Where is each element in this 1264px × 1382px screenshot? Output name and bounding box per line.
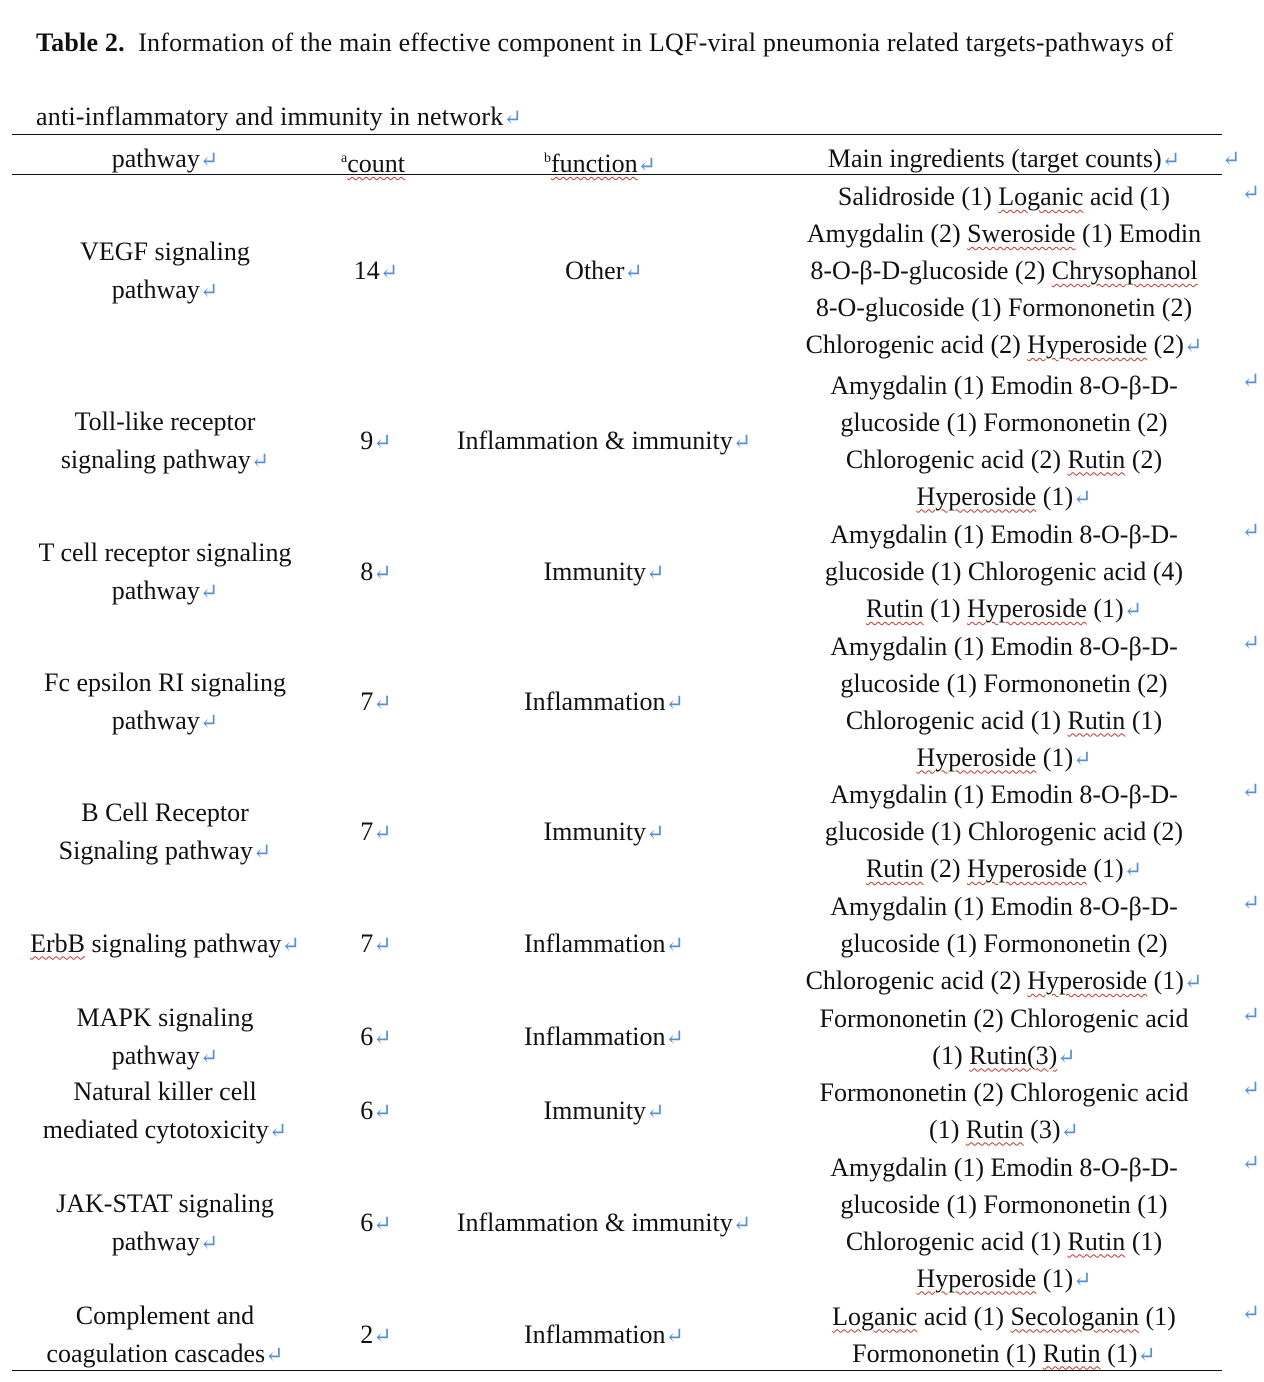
pathway-cell bbox=[12, 1074, 318, 1148]
function-cell bbox=[424, 888, 784, 1000]
paragraph-mark-icon: ↵ bbox=[373, 559, 392, 585]
table-top-rule bbox=[12, 134, 1222, 135]
function-line: Other↵ bbox=[565, 255, 643, 285]
paragraph-mark-icon: ↵ bbox=[199, 708, 219, 734]
header-count-footnote-marker: a bbox=[341, 151, 348, 166]
ingredients-line: Loganic acid (1) Secologanin (1) bbox=[832, 1301, 1176, 1331]
pathway-line: Toll-like receptor bbox=[74, 406, 256, 436]
ingredients-line: Chlorogenic acid (2) Hyperoside (1)↵ bbox=[805, 966, 1203, 995]
header-ingredients bbox=[774, 142, 1234, 176]
ingredients-line: (1) Rutin(3)↵ bbox=[932, 1040, 1076, 1070]
table-row bbox=[12, 516, 1262, 628]
table-bottom-rule bbox=[12, 1370, 1222, 1371]
count-line: 9↵ bbox=[360, 425, 392, 455]
count-cell bbox=[328, 516, 424, 628]
function-cell bbox=[424, 1074, 784, 1148]
ingredients-line: glucoside (1) Formononetin (2) bbox=[840, 668, 1168, 698]
count-line: 8↵ bbox=[360, 556, 392, 586]
pathway-line: Fc epsilon RI signaling bbox=[44, 667, 286, 697]
pathway-line: pathway↵ bbox=[111, 1226, 219, 1256]
pathway-line: Signaling pathway↵ bbox=[58, 835, 272, 865]
paragraph-mark-icon: ↵ bbox=[646, 1098, 665, 1124]
row-end-mark-icon: ↵ bbox=[1241, 1076, 1260, 1101]
function-line: Inflammation↵ bbox=[524, 1319, 684, 1349]
function-cell bbox=[424, 516, 784, 628]
count-line: 7↵ bbox=[360, 928, 392, 958]
paragraph-mark-icon: ↵ bbox=[373, 689, 392, 715]
function-cell bbox=[424, 178, 784, 364]
count-line: 2↵ bbox=[360, 1319, 392, 1349]
ingredients-line: Chlorogenic acid (2) Hyperoside (2)↵ bbox=[805, 330, 1203, 359]
function-cell bbox=[424, 628, 784, 776]
paragraph-mark-icon: ↵ bbox=[503, 105, 523, 130]
pathway-line: pathway↵ bbox=[111, 1040, 219, 1070]
pathway-line: Complement and bbox=[75, 1300, 255, 1330]
table-caption bbox=[36, 6, 1226, 155]
paragraph-mark-icon: ↵ bbox=[1161, 147, 1181, 172]
ingredients-line: Amygdalin (1) Emodin 8-O-β-D- bbox=[830, 631, 1178, 661]
ingredients-line: Rutin (1) Hyperoside (1)↵ bbox=[865, 594, 1143, 623]
pathway-cell bbox=[12, 888, 318, 1000]
paragraph-mark-icon: ↵ bbox=[373, 1098, 392, 1124]
paragraph-mark-icon: ↵ bbox=[373, 1210, 392, 1236]
paragraph-mark-icon: ↵ bbox=[732, 428, 752, 454]
paragraph-mark-icon: ↵ bbox=[1073, 745, 1092, 771]
count-cell bbox=[328, 1148, 424, 1298]
ingredients-line: Hyperoside (1)↵ bbox=[916, 742, 1092, 772]
paragraph-mark-icon: ↵ bbox=[199, 1229, 219, 1255]
paragraph-mark-icon: ↵ bbox=[373, 428, 392, 454]
function-line: Immunity↵ bbox=[543, 1095, 665, 1125]
paragraph-mark-icon: ↵ bbox=[268, 1117, 288, 1143]
ingredients-line: Salidroside (1) Loganic acid (1) bbox=[837, 182, 1171, 211]
count-line: 6↵ bbox=[360, 1207, 392, 1237]
paragraph-mark-icon: ↵ bbox=[732, 1210, 752, 1236]
table-row bbox=[12, 776, 1262, 888]
paragraph-mark-icon: ↵ bbox=[624, 258, 643, 284]
paragraph-mark-icon: ↵ bbox=[665, 1024, 684, 1050]
paragraph-mark-icon: ↵ bbox=[373, 1322, 392, 1348]
paragraph-mark-icon: ↵ bbox=[1123, 857, 1143, 882]
pathway-line: pathway↵ bbox=[111, 274, 219, 304]
function-cell bbox=[424, 1148, 784, 1298]
paragraph-mark-icon: ↵ bbox=[250, 447, 270, 473]
paragraph-mark-icon: ↵ bbox=[646, 559, 665, 585]
count-cell bbox=[328, 628, 424, 776]
pathway-line: mediated cytotoxicity↵ bbox=[42, 1114, 288, 1144]
paragraph-mark-icon: ↵ bbox=[379, 258, 399, 284]
count-line: 14↵ bbox=[353, 255, 399, 285]
ingredients-line: (1) Rutin (3)↵ bbox=[929, 1114, 1079, 1144]
count-line: 6↵ bbox=[360, 1095, 392, 1125]
paragraph-mark-icon: ↵ bbox=[1073, 1266, 1092, 1292]
table-row bbox=[12, 366, 1262, 516]
row-end-mark-icon: ↵ bbox=[1241, 630, 1260, 655]
header-ingredients-label: Main ingredients (target counts) bbox=[827, 144, 1162, 173]
function-cell bbox=[424, 366, 784, 516]
function-line: Inflammation↵ bbox=[524, 1021, 684, 1051]
pathway-line: pathway↵ bbox=[111, 705, 219, 735]
pathway-line: signaling pathway↵ bbox=[60, 444, 270, 474]
ingredients-cell bbox=[774, 366, 1234, 516]
row-end-mark-icon: ↵ bbox=[1241, 1002, 1260, 1027]
header-count bbox=[318, 142, 428, 176]
header-pathway-label: pathway bbox=[111, 144, 200, 173]
row-end-mark-icon: ↵ bbox=[1241, 518, 1260, 543]
count-line: 6↵ bbox=[360, 1021, 392, 1051]
paragraph-mark-icon: ↵ bbox=[281, 931, 300, 957]
pathway-line: T cell receptor signaling bbox=[38, 537, 292, 567]
ingredients-line: Chlorogenic acid (2) Rutin (2) bbox=[845, 444, 1163, 474]
count-cell bbox=[328, 1074, 424, 1148]
ingredients-cell bbox=[774, 628, 1234, 776]
ingredients-line: Formononetin (2) Chlorogenic acid bbox=[819, 1003, 1189, 1033]
table-row bbox=[12, 628, 1262, 776]
header-count-label: count bbox=[347, 149, 405, 178]
ingredients-line: glucoside (1) Chlorogenic acid (2) bbox=[824, 817, 1184, 846]
paragraph-mark-icon: ↵ bbox=[1183, 333, 1203, 358]
table-row bbox=[12, 178, 1262, 364]
paragraph-mark-icon: ↵ bbox=[1183, 969, 1203, 994]
ingredients-line: Rutin (2) Hyperoside (1)↵ bbox=[865, 854, 1143, 883]
ingredients-line: Amygdalin (1) Emodin 8-O-β-D- bbox=[830, 1152, 1178, 1182]
paragraph-mark-icon: ↵ bbox=[1123, 597, 1143, 622]
ingredients-cell bbox=[774, 1000, 1234, 1074]
paragraph-mark-icon: ↵ bbox=[1073, 484, 1092, 510]
paragraph-mark-icon: ↵ bbox=[199, 1043, 219, 1069]
function-cell bbox=[424, 776, 784, 888]
paragraph-mark-icon: ↵ bbox=[1060, 1117, 1079, 1143]
pathway-cell bbox=[12, 1298, 318, 1372]
row-end-mark-icon: ↵ bbox=[1241, 778, 1260, 803]
pathway-cell bbox=[12, 178, 318, 364]
pathway-cell bbox=[12, 1148, 318, 1298]
paragraph-mark-icon: ↵ bbox=[665, 1322, 684, 1348]
table-row bbox=[12, 888, 1262, 1000]
paragraph-mark-icon: ↵ bbox=[265, 1341, 284, 1367]
header-function bbox=[420, 142, 780, 176]
ingredients-cell bbox=[774, 516, 1234, 628]
paragraph-mark-icon: ↵ bbox=[1057, 1043, 1076, 1069]
pathway-line: JAK-STAT signaling bbox=[56, 1188, 274, 1218]
function-line: Immunity↵ bbox=[543, 816, 665, 846]
table-row bbox=[12, 1074, 1262, 1148]
ingredients-line: Formononetin (2) Chlorogenic acid bbox=[819, 1077, 1189, 1107]
ingredients-line: Chlorogenic acid (1) Rutin (1) bbox=[845, 705, 1163, 735]
count-cell bbox=[328, 776, 424, 888]
function-line: Inflammation↵ bbox=[524, 928, 684, 958]
ingredients-line: Chlorogenic acid (1) Rutin (1) bbox=[845, 1226, 1163, 1256]
function-line: Inflammation & immunity↵ bbox=[456, 425, 752, 455]
pathway-line: Natural killer cell bbox=[73, 1076, 257, 1106]
paragraph-mark-icon: ↵ bbox=[373, 819, 392, 845]
ingredients-cell bbox=[774, 888, 1234, 1000]
header-function-label: function bbox=[550, 149, 638, 178]
ingredients-cell bbox=[774, 178, 1234, 364]
pathway-cell bbox=[12, 628, 318, 776]
function-cell bbox=[424, 1298, 784, 1372]
count-cell bbox=[328, 1298, 424, 1372]
paragraph-mark-icon: ↵ bbox=[665, 689, 684, 715]
paragraph-mark-icon: ↵ bbox=[252, 838, 272, 864]
paragraph-mark-icon: ↵ bbox=[646, 819, 665, 845]
paragraph-mark-icon: ↵ bbox=[199, 277, 219, 303]
header-function-footnote-marker: b bbox=[543, 151, 551, 166]
function-cell bbox=[424, 1000, 784, 1074]
ingredients-cell bbox=[774, 776, 1234, 888]
paragraph-mark-icon: ↵ bbox=[1137, 1341, 1156, 1367]
pathway-cell bbox=[12, 366, 318, 516]
ingredients-line: 8-O-glucoside (1) Formononetin (2) bbox=[815, 293, 1193, 322]
paragraph-mark-icon: ↵ bbox=[637, 152, 657, 177]
function-line: Inflammation↵ bbox=[524, 686, 684, 716]
ingredients-line: glucoside (1) Formononetin (2) bbox=[840, 929, 1168, 958]
function-line: Immunity↵ bbox=[543, 556, 665, 586]
row-end-mark-icon: ↵ bbox=[1222, 146, 1241, 171]
row-end-mark-icon: ↵ bbox=[1241, 368, 1260, 393]
ingredients-line: glucoside (1) Formononetin (2) bbox=[840, 407, 1168, 437]
ingredients-line: Amygdalin (1) Emodin 8-O-β-D- bbox=[830, 892, 1178, 921]
pathway-line: coagulation cascades↵ bbox=[46, 1338, 284, 1368]
ingredients-line: Amygdalin (2) Sweroside (1) Emodin bbox=[806, 219, 1202, 248]
ingredients-line: glucoside (1) Chlorogenic acid (4) bbox=[824, 557, 1184, 586]
pathway-line: pathway↵ bbox=[111, 575, 219, 605]
table-caption-text: Information of the main effective component in LQF-viral pneumonia related targets-pathways of anti-inflammatory and immunity in network bbox=[36, 28, 1174, 131]
ingredients-line: Amygdalin (1) Emodin 8-O-β-D- bbox=[830, 370, 1178, 400]
pathway-cell bbox=[12, 516, 318, 628]
count-line: 7↵ bbox=[360, 686, 392, 716]
table-row bbox=[12, 1000, 1262, 1074]
ingredients-line: Formononetin (1) Rutin (1)↵ bbox=[852, 1338, 1156, 1368]
paragraph-mark-icon: ↵ bbox=[373, 1024, 392, 1050]
ingredients-line: 8-O-β-D-glucoside (2) Chrysophanol bbox=[810, 256, 1198, 285]
paragraph-mark-icon: ↵ bbox=[199, 147, 219, 172]
count-cell bbox=[328, 178, 424, 364]
table-label: Table 2 bbox=[36, 28, 119, 57]
function-line: Inflammation & immunity↵ bbox=[456, 1207, 752, 1237]
pathway-line: VEGF signaling bbox=[80, 236, 250, 266]
table-label-separator: . bbox=[118, 28, 125, 57]
pathway-cell bbox=[12, 1000, 318, 1074]
table-row bbox=[12, 1148, 1262, 1298]
paragraph-mark-icon: ↵ bbox=[665, 931, 684, 957]
ingredients-line: Amygdalin (1) Emodin 8-O-β-D- bbox=[830, 780, 1178, 809]
ingredients-line: Hyperoside (1)↵ bbox=[916, 481, 1092, 511]
row-end-mark-icon: ↵ bbox=[1241, 1300, 1260, 1325]
ingredients-line: Hyperoside (1)↵ bbox=[916, 1263, 1092, 1293]
row-end-mark-icon: ↵ bbox=[1241, 1150, 1260, 1175]
count-cell bbox=[328, 1000, 424, 1074]
count-cell bbox=[328, 366, 424, 516]
pathway-line: B Cell Receptor bbox=[81, 797, 249, 827]
count-cell bbox=[328, 888, 424, 1000]
ingredients-cell bbox=[774, 1148, 1234, 1298]
ingredients-cell bbox=[774, 1298, 1234, 1372]
header-pathway bbox=[12, 142, 318, 176]
ingredients-cell bbox=[774, 1074, 1234, 1148]
paragraph-mark-icon: ↵ bbox=[199, 578, 219, 604]
table-row bbox=[12, 1298, 1262, 1372]
row-end-mark-icon: ↵ bbox=[1241, 890, 1260, 915]
pathway-line: MAPK signaling bbox=[76, 1002, 254, 1032]
paragraph-mark-icon: ↵ bbox=[373, 931, 392, 957]
count-line: 7↵ bbox=[360, 816, 392, 846]
ingredients-line: glucoside (1) Formononetin (1) bbox=[840, 1189, 1168, 1219]
pathway-line: ErbB signaling pathway↵ bbox=[30, 928, 300, 958]
pathway-cell bbox=[12, 776, 318, 888]
row-end-mark-icon: ↵ bbox=[1241, 180, 1260, 205]
ingredients-line: Amygdalin (1) Emodin 8-O-β-D- bbox=[830, 520, 1178, 549]
